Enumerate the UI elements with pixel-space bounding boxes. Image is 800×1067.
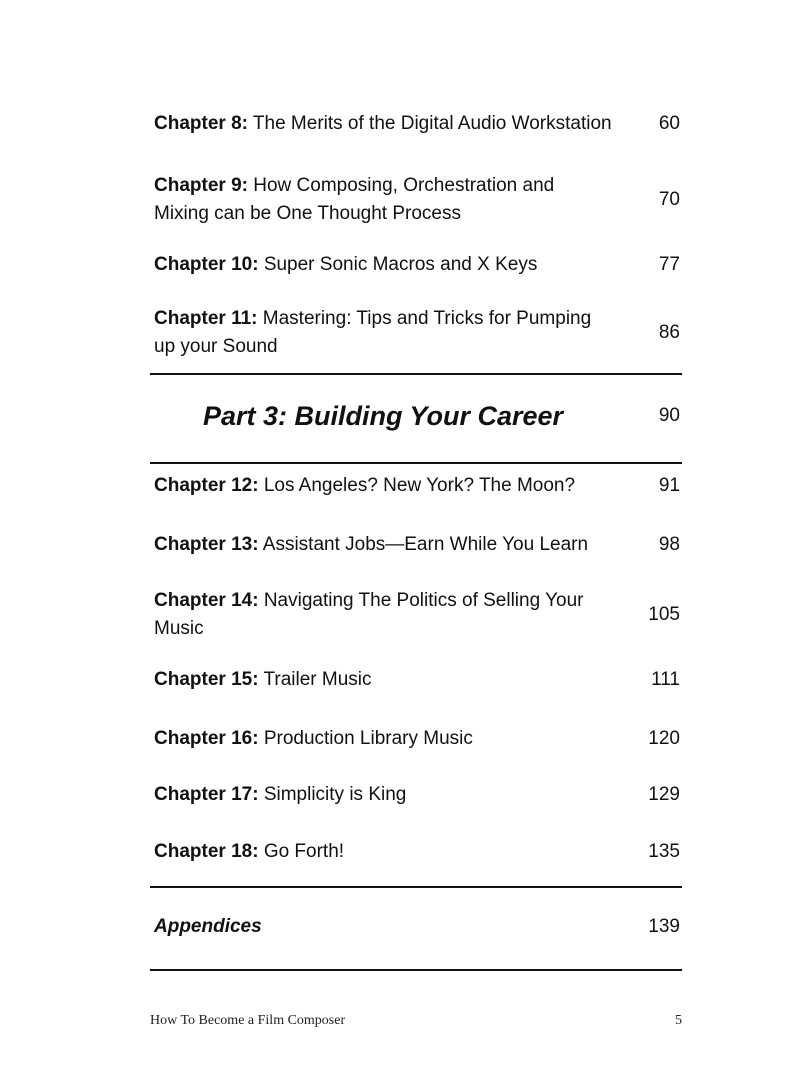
chapter-title: Go Forth! xyxy=(263,841,345,862)
page-number: 70 xyxy=(658,189,680,210)
chapter-title: Super Sonic Macros and X Keys xyxy=(263,254,538,275)
chapter-title: Trailer Music xyxy=(263,669,372,690)
toc-entry-chapter-14 xyxy=(154,587,680,643)
page-number: 120 xyxy=(648,728,680,749)
chapter-label: Chapter 10: xyxy=(154,254,259,275)
appendices-title: Appendices xyxy=(154,916,262,937)
page-number: 129 xyxy=(648,784,680,805)
divider-line xyxy=(150,462,682,464)
toc-entry-chapter-18 xyxy=(154,838,680,866)
chapter-title: Production Library Music xyxy=(263,728,473,749)
toc-entry-appendices xyxy=(154,913,680,941)
page-number: 86 xyxy=(658,322,680,343)
toc-entry-text xyxy=(154,781,612,809)
toc-entry-text xyxy=(154,666,612,694)
chapter-label: Chapter 17: xyxy=(154,784,259,805)
chapter-title: Navigating The Politics of Selling Your Music xyxy=(154,590,584,639)
chapter-label: Chapter 15: xyxy=(154,669,259,690)
toc-entry-chapter-9 xyxy=(154,172,680,228)
chapter-label: Chapter 12: xyxy=(154,475,259,496)
chapter-label: Chapter 13: xyxy=(154,534,259,555)
toc-entry-text xyxy=(154,305,612,361)
footer-page-number: 5 xyxy=(675,1013,682,1028)
chapter-title: How Composing, Orchestration and Mixing can be One Thought Process xyxy=(154,175,555,224)
page-number: 91 xyxy=(658,475,680,496)
divider-line xyxy=(150,886,682,888)
part-title: Part 3: Building Your Career xyxy=(202,401,564,431)
chapter-label: Chapter 16: xyxy=(154,728,259,749)
toc-entry-text xyxy=(154,838,612,866)
page-number: 60 xyxy=(658,113,680,134)
toc-entry-text xyxy=(154,472,612,500)
toc-entry-chapter-10 xyxy=(154,251,680,279)
toc-entry-text xyxy=(154,531,612,559)
page-footer xyxy=(150,1013,682,1029)
page-number: 90 xyxy=(658,405,680,426)
toc-entry-chapter-8 xyxy=(154,96,680,152)
chapter-title: Los Angeles? New York? The Moon? xyxy=(263,475,576,496)
toc-entry-chapter-16 xyxy=(154,725,680,753)
chapter-label: Chapter 8: xyxy=(154,113,248,134)
page-number: 139 xyxy=(648,916,680,937)
page-number: 105 xyxy=(648,604,680,625)
footer-book-title: How To Become a Film Composer xyxy=(150,1013,346,1028)
divider-line xyxy=(150,969,682,971)
toc-entry-chapter-12 xyxy=(154,472,680,500)
toc-entry-chapter-17 xyxy=(154,781,680,809)
toc-entry-text xyxy=(154,587,612,643)
toc-entry-text xyxy=(154,725,612,753)
toc-entry-chapter-11 xyxy=(154,305,680,361)
toc-entry-text xyxy=(154,172,612,228)
chapter-title: Mastering: Tips and Tricks for Pumping up your Sound xyxy=(154,308,592,357)
page-number: 111 xyxy=(651,669,680,690)
toc-entry-chapter-15 xyxy=(154,666,680,694)
chapter-label: Chapter 14: xyxy=(154,590,259,611)
toc-entry-chapter-13 xyxy=(154,531,680,559)
page-number: 135 xyxy=(648,841,680,862)
chapter-title: The Merits of the Digital Audio Workstation xyxy=(252,113,612,134)
chapter-label: Chapter 9: xyxy=(154,175,248,196)
toc-entry-text xyxy=(154,251,612,279)
page-number: 77 xyxy=(658,254,680,275)
toc-part-heading xyxy=(154,398,680,434)
toc-entry-text xyxy=(154,110,612,138)
chapter-label: Chapter 11: xyxy=(154,308,258,329)
chapter-title: Simplicity is King xyxy=(263,784,407,805)
chapter-label: Chapter 18: xyxy=(154,841,259,862)
divider-line xyxy=(150,373,682,375)
page-number: 98 xyxy=(658,534,680,555)
chapter-title: Assistant Jobs—Earn While You Learn xyxy=(262,534,589,555)
